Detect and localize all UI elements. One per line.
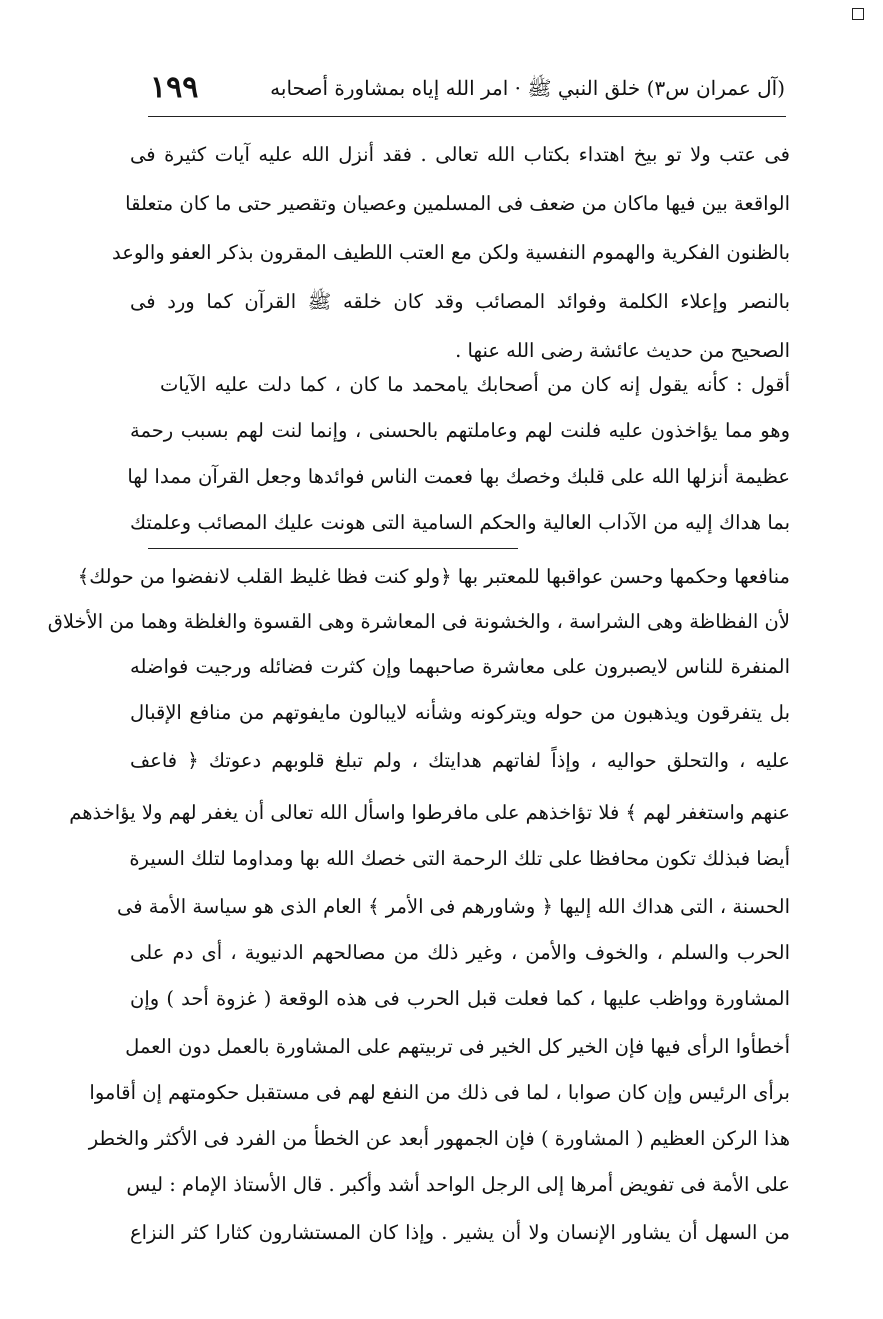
text-line: أقول : كأنه يقول إنه كان من أصحابك يامحمد ما كان ، كما دلت عليه الآيات	[160, 373, 790, 396]
text-line: هذا الركن العظيم ( المشاورة ) فإن الجمهور أبعد عن الخطأ من الفرد فى الأكثر والخطر	[88, 1127, 790, 1150]
text-line: برأى الرئيس وإن كان صوابا ، لما فى ذلك من النفع لهم فى مستقبل حكومتهم إن أقاموا	[89, 1081, 790, 1104]
text-line: الصحيح من حديث عائشة رضى الله عنها .	[455, 339, 790, 362]
header-rule	[148, 116, 786, 117]
text-line: بالنصر وإعلاء الكلمة وفوائد المصائب وقد كان خلقه ﷺ القرآن كما ورد فى	[130, 290, 790, 313]
corner-square-mark	[852, 8, 864, 20]
text-line: بما هداك إليه من الآداب العالية والحكم السامية التى هونت عليك المصائب وعلمتك	[130, 511, 790, 534]
text-line: على الأمة فى تفويض أمرها إلى الرجل الواحد أشد وأكبر . قال الأستاذ الإمام : ليس	[126, 1173, 790, 1196]
text-line: الواقعة بين فيها ماكان من ضعف فى المسلمين وعصيان وتقصير حتى ما كان متعلقا	[125, 192, 790, 215]
text-line: الحرب والسلم ، والخوف والأمن ، وغير ذلك من مصالحهم الدنيوية ، أى دم على	[130, 941, 790, 964]
text-line: فى عتب ولا تو بيخ اهتداء بكتاب الله تعالى . فقد أنزل الله عليه آيات كثيرة فى	[130, 143, 790, 166]
text-line: عنهم واستغفر لهم ﴾ فلا تؤاخذهم على مافرطوا واسأل الله تعالى أن يغفر لهم ولا يؤاخذهم	[69, 801, 790, 824]
running-header	[150, 72, 785, 112]
text-line: من السهل أن يشاور الإنسان ولا أن يشير . وإذا كان المستشارون كثارا كثر النزاع	[130, 1221, 790, 1244]
page-number: ١٩٩	[150, 70, 199, 105]
text-line: الحسنة ، التى هداك الله إليها ﴿ وشاورهم فى الأمر ﴾ العام الذى هو سياسة الأمة فى	[116, 895, 790, 918]
text-line: بالظنون الفكرية والهموم النفسية ولكن مع العتب اللطيف المقرون بذكر العفو والوعد	[111, 241, 790, 264]
text-line: لأن الفظاظة وهى الشراسة ، والخشونة فى المعاشرة وهى القسوة والغلظة وهما من الأخلاق	[47, 610, 790, 633]
text-line: المشاورة وواظب عليها ، كما فعلت قبل الحرب فى هذه الوقعة ( غزوة أحد ) وإن	[130, 987, 790, 1010]
text-line: المنفرة للناس لايصبرون على معاشرة صاحبهما وإن كثرت فضائله ورجيت فواضله	[130, 655, 790, 678]
section-rule	[148, 548, 518, 549]
running-title: (آل عمران س٣) خلق النبي ﷺ · امر الله إياه بمشاورة أصحابه	[270, 76, 785, 100]
text-line: وهو مما يؤاخذون عليه فلنت لهم وعاملتهم بالحسنى ، وإنما لنت لهم بسبب رحمة	[130, 419, 790, 442]
text-line: أيضا فبذلك تكون محافظا على تلك الرحمة التى خصك الله بها ومداوما لتلك السيرة	[129, 847, 790, 870]
text-line: عليه ، والتحلق حواليه ، وإذاً لفاتهم هدايتك ، ولم تبلغ قلوبهم دعوتك ﴿ فاعف	[130, 749, 790, 772]
text-line: منافعها وحكمها وحسن عواقبها للمعتبر بها ﴿ولو كنت فظا غليظ القلب لانفضوا من حولك﴾	[77, 565, 790, 588]
text-line: أخطأوا الرأى فيها فإن الخير كل الخير فى تربيتهم على المشاورة بالعمل دون العمل	[125, 1035, 790, 1058]
text-line: عظيمة أنزلها الله على قلبك وخصك بها فعمت الناس فوائدها وجعل القرآن ممدا لها	[127, 465, 790, 488]
text-line: بل يتفرقون ويذهبون من حوله ويتركونه وشأنه لايبالون مايفوتهم من منافع الإقبال	[130, 701, 790, 724]
